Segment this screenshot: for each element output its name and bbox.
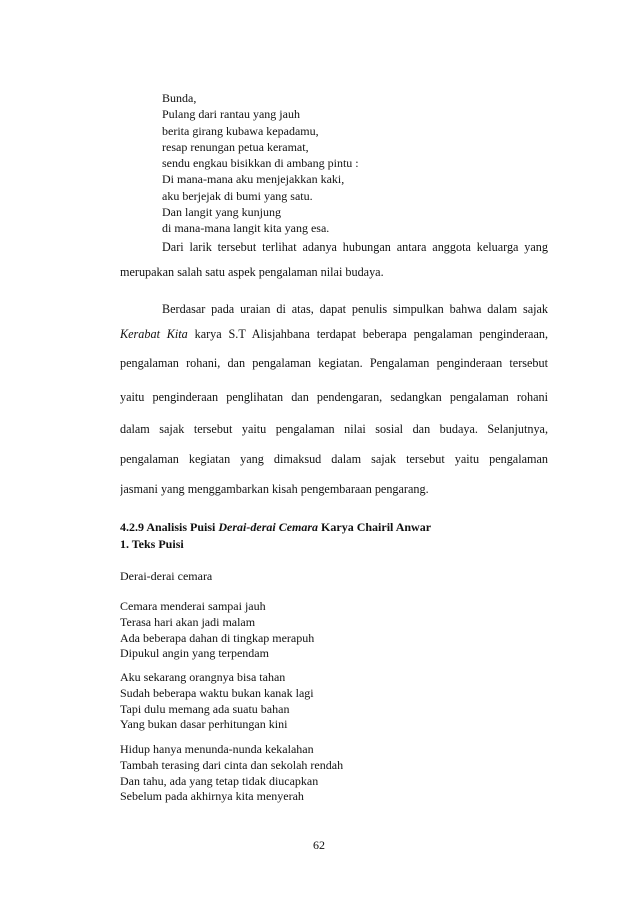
- paragraph-line: Berdasar pada uraian di atas, dapat penulis simpulkan bahwa dalam sajak: [162, 302, 548, 316]
- poem-line: Dan langit yang kunjung: [162, 205, 281, 220]
- subheading: 1. Teks Puisi: [120, 537, 184, 551]
- poem-line: Pulang dari rantau yang jauh: [162, 107, 300, 122]
- heading-text: 4.2.9 Analisis Puisi: [120, 520, 219, 534]
- poem-line: Sebelum pada akhirnya kita menyerah: [120, 789, 304, 804]
- poem-line: Di mana-mana aku menjejakkan kaki,: [162, 172, 345, 187]
- poem-line: Terasa hari akan jadi malam: [120, 614, 256, 629]
- section-heading: [120, 520, 431, 535]
- poem-line: Ada beberapa dahan di tingkap merapuh: [120, 630, 315, 645]
- poem-line: Cemara menderai sampai jauh: [120, 599, 266, 613]
- paragraph-line: merupakan salah satu aspek pengalaman nilai budaya.: [120, 265, 384, 279]
- poem-stanza: [120, 670, 314, 733]
- paragraph-line: jasmani yang menggambarkan kisah pengembaraan pengarang.: [120, 482, 429, 496]
- poem-line: resap renungan petua keramat,: [162, 139, 309, 154]
- poem-stanza: [120, 599, 314, 662]
- paragraph-line: pengalaman kegiatan yang dimaksud dalam sajak tersebut yaitu pengalaman: [120, 452, 548, 466]
- paragraph-line: dalam sajak tersebut yaitu pengalaman nilai sosial dan budaya. Selanjutnya,: [120, 422, 548, 436]
- paragraph-line: pengalaman rohani, dan pengalaman kegiatan. Pengalaman penginderaan tersebut: [120, 356, 548, 370]
- poem-title: Derai-derai cemara: [120, 569, 213, 583]
- poem-line: Sudah beberapa waktu bukan kanak lagi: [120, 685, 314, 700]
- paragraph-line: Dari larik tersebut terlihat adanya hubungan antara anggota keluarga yang: [162, 240, 548, 254]
- poem-title-italic: Kerabat Kita: [120, 327, 188, 341]
- poem-line: aku berjejak di bumi yang satu.: [162, 188, 313, 203]
- poem-line: Tapi dulu memang ada suatu bahan: [120, 701, 290, 716]
- paragraph-line: [120, 327, 548, 342]
- poem-line: Dan tahu, ada yang tetap tidak diucapkan: [120, 773, 319, 788]
- poem-line: sendu engkau bisikkan di ambang pintu :: [162, 156, 359, 171]
- paragraph-text: karya S.T Alisjahbana terdapat beberapa pengalaman penginderaan,: [187, 327, 548, 341]
- paragraph-line: yaitu penginderaan penglihatan dan pendengaran, sedangkan pengalaman rohani: [120, 390, 548, 404]
- poem-line: Dipukul angin yang terpendam: [120, 646, 269, 661]
- heading-italic-title: Derai-derai Cemara: [218, 520, 319, 534]
- poem-line: Bunda,: [162, 91, 197, 105]
- poem-line: di mana-mana langit kita yang esa.: [162, 221, 330, 236]
- page-number: 62: [313, 838, 325, 852]
- poem-line: Aku sekarang orangnya bisa tahan: [120, 670, 286, 684]
- poem-line: berita girang kubawa kepadamu,: [162, 123, 319, 138]
- heading-text: Karya Chairil Anwar: [318, 520, 432, 534]
- poem-line: Yang bukan dasar perhitungan kini: [120, 717, 288, 732]
- poem-quote-kerabat-kita: [162, 90, 359, 237]
- poem-stanza: [120, 742, 343, 805]
- poem-line: Tambah terasing dari cinta dan sekolah rendah: [120, 757, 344, 772]
- poem-line: Hidup hanya menunda-nunda kekalahan: [120, 742, 314, 756]
